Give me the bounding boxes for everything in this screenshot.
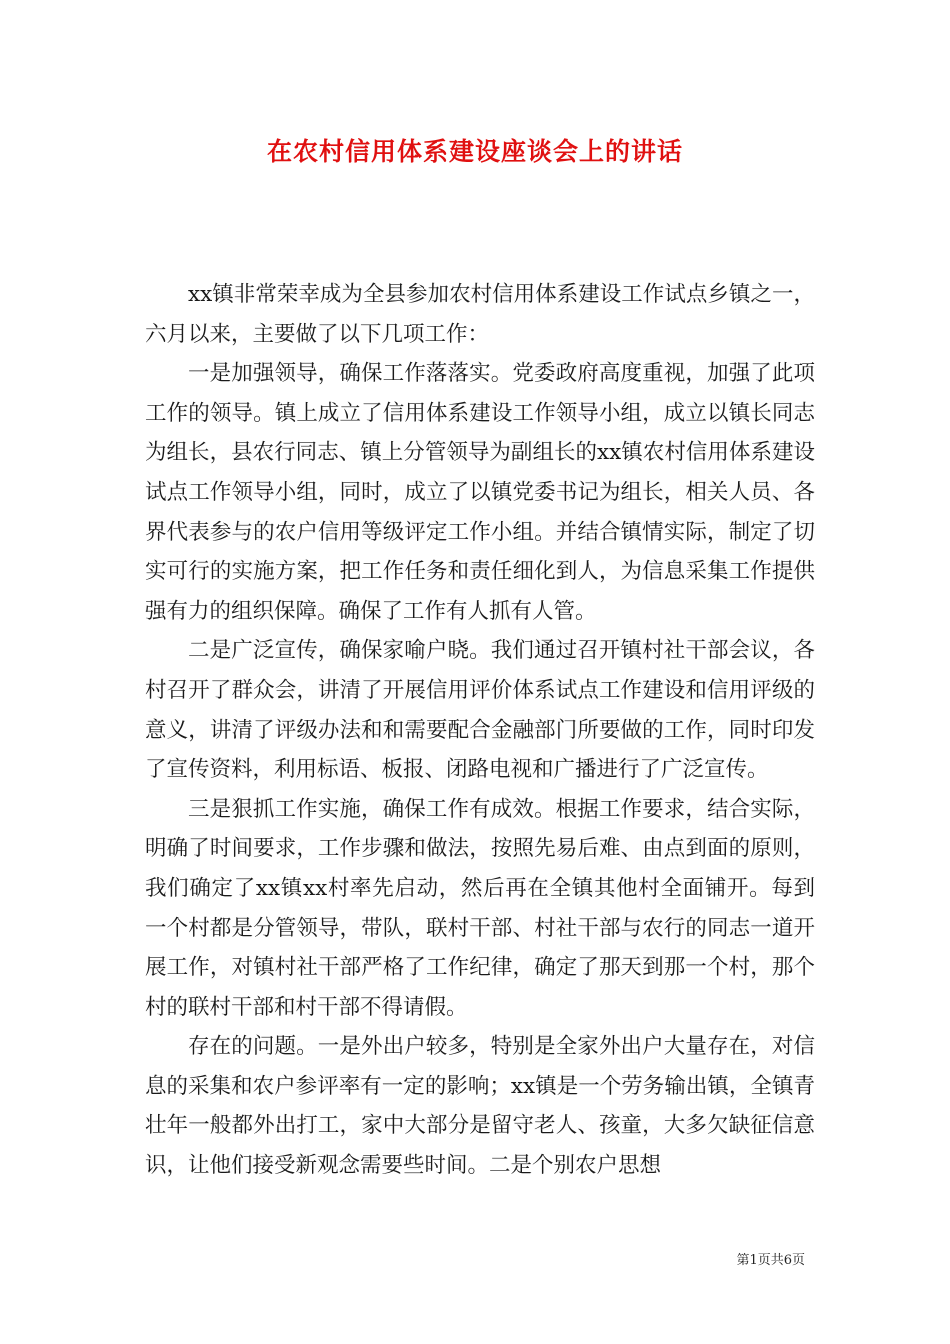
document-body <box>145 275 815 1186</box>
paragraph-publicity: 二是广泛宣传，确保家喻户晓。我们通过召开镇村社干部会议，各村召开了群众会，讲清了开展信用评价体系试点工作建设和信用评级的意义，讲清了评级办法和和需要配合金融部门所要做的工作，同时印发了宣传资料，利用标语、板报、闭路电视和广播进行了广泛宣传。 <box>145 638 815 783</box>
page-number: 第1页共6页 <box>736 1253 805 1268</box>
paragraph-implementation: 三是狠抓工作实施，确保工作有成效。根据工作要求，结合实际，明确了时间要求，工作步骤和做法，按照先易后难、由点到面的原则，我们确定了xx镇xx村率先启动，然后再在全镇其他村全面铺开。每到一个村都是分管领导，带队，联村干部、村社干部与农行的同志一道开展工作，对镇村社干部严格了工作纪律，确定了那天到那一个村，那个村的联村干部和村干部不得请假。 <box>145 796 815 1020</box>
paragraph-intro: xx镇非常荣幸成为全县参加农村信用体系建设工作试点乡镇之一，六月以来，主要做了以下几项工作： <box>145 282 815 347</box>
paragraph-leadership: 一是加强领导，确保工作落落实。党委政府高度重视，加强了此项工作的领导。镇上成立了信用体系建设工作领导小组，成立以镇长同志为组长，县农行同志、镇上分管领导为副组长的xx镇农村信用体系建设试点工作领导小组，同时，成立了以镇党委书记为组长，相关人员、各界代表参与的农户信用等级评定工作小组。并结合镇情实际，制定了切实可行的实施方案，把工作任务和责任细化到人，为信息采集工作提供强有力的组织保障。确保了工作有人抓有人管。 <box>145 361 815 624</box>
document-title: 在农村信用体系建设座谈会上的讲话 <box>266 137 683 166</box>
paragraph-problems: 存在的问题。一是外出户较多，特别是全家外出户大量存在，对信息的采集和农户参评率有一定的影响；xx镇是一个劳务输出镇，全镇青壮年一般都外出打工，家中大部分是留守老人、孩童，大多欠缺征信意识，让他们接受新观念需要些时间。二是个别农户思想 <box>145 1034 815 1179</box>
